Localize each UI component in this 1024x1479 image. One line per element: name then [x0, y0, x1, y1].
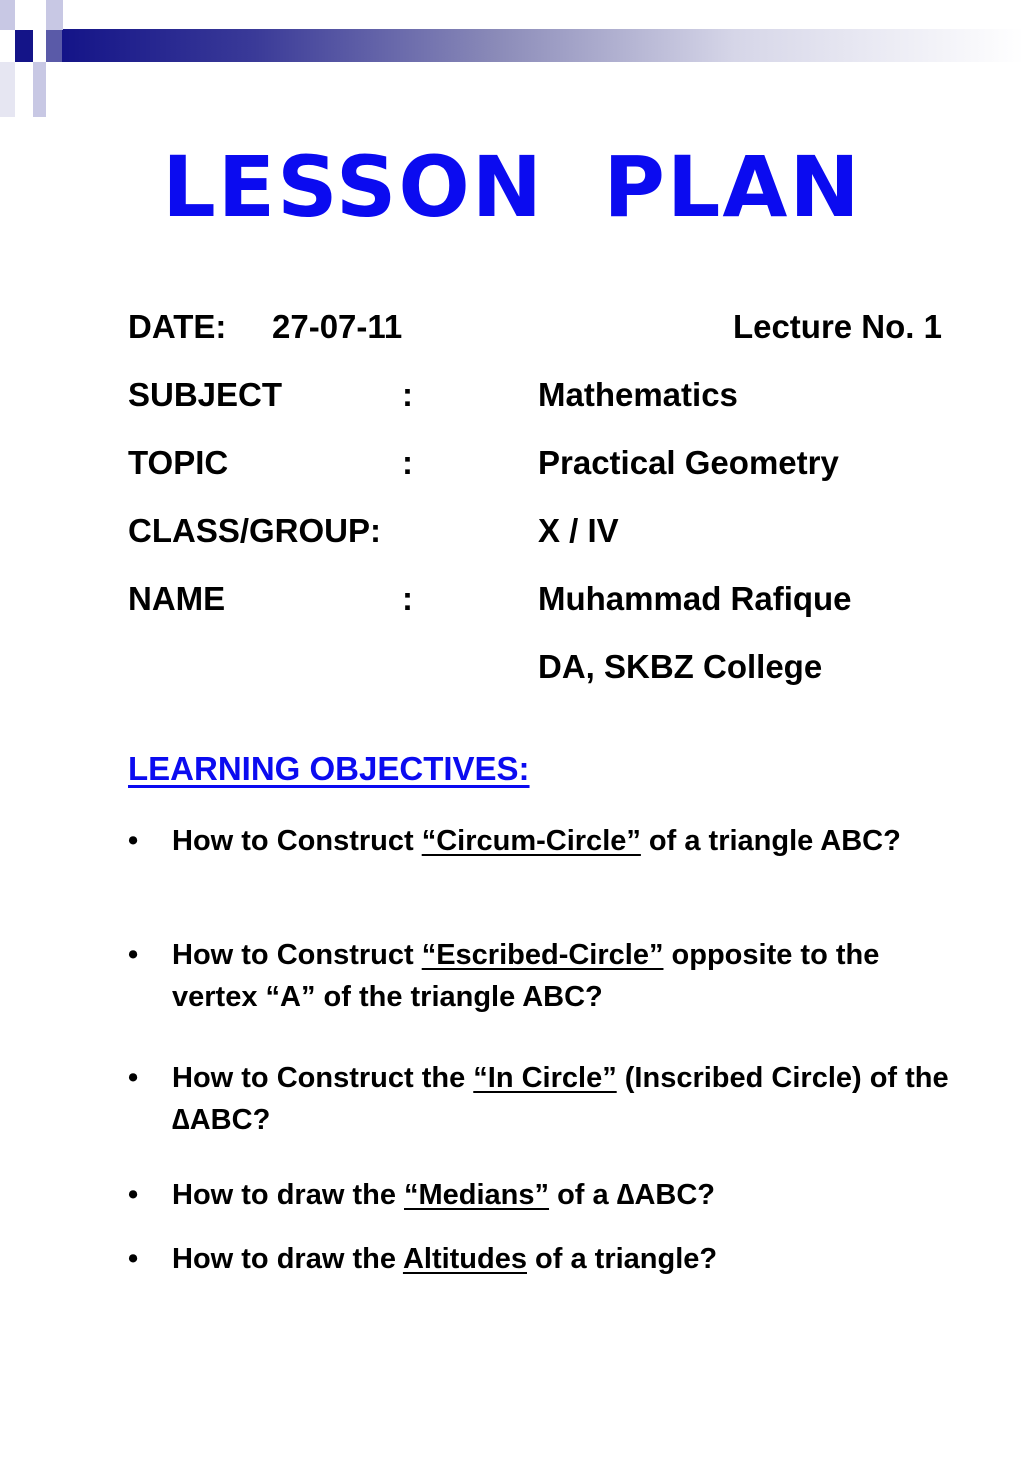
header-banner — [0, 0, 1024, 120]
name-colon: : — [402, 580, 413, 617]
objective-term: Altitudes — [402, 1243, 527, 1275]
objective-post: of a triangle ABC? — [640, 825, 901, 857]
decor-square — [15, 0, 33, 30]
date-row — [128, 308, 958, 376]
gradient-bar — [62, 29, 1024, 62]
topic-row — [128, 444, 958, 512]
name-label: NAME — [128, 580, 226, 617]
topic-label: TOPIC — [128, 444, 229, 481]
lesson-info — [128, 308, 958, 716]
list-item — [128, 1238, 958, 1280]
objective-text — [172, 934, 958, 1018]
objective-text — [172, 1238, 958, 1280]
bullet: • — [128, 1179, 139, 1211]
list-item — [128, 820, 958, 862]
decor-square — [46, 0, 63, 30]
bullet: • — [128, 939, 139, 971]
objective-text — [172, 820, 958, 862]
name-row-continued — [128, 648, 958, 716]
class-value: X / IV — [538, 512, 619, 549]
bullet: • — [128, 825, 139, 857]
decor-square — [0, 0, 15, 30]
objective-text — [172, 1174, 958, 1216]
class-label: CLASS/GROUP: — [128, 512, 382, 549]
objective-pre: How to Construct — [172, 825, 422, 857]
objective-pre: How to Construct — [172, 939, 422, 971]
subject-value: Mathematics — [538, 376, 738, 413]
objective-pre: How to Construct the — [172, 1062, 474, 1094]
name-value-college: DA, SKBZ College — [538, 648, 823, 685]
decor-square — [15, 30, 33, 62]
name-row — [128, 580, 958, 648]
date-label: DATE: — [128, 308, 227, 345]
decor-square — [33, 62, 46, 117]
topic-value: Practical Geometry — [538, 444, 839, 481]
objective-term: “Escribed-Circle” — [421, 939, 664, 971]
objective-term: “Circum-Circle” — [421, 825, 641, 857]
list-item — [128, 934, 958, 1018]
objectives-heading: LEARNING OBJECTIVES: — [128, 750, 530, 787]
date-value: 27-07-11 — [272, 308, 403, 345]
objective-pre: How to draw the — [172, 1179, 404, 1211]
lecture-number: Lecture No. 1 — [732, 308, 942, 345]
class-row — [128, 512, 958, 580]
bullet: • — [128, 1243, 139, 1275]
subject-row — [128, 376, 958, 444]
subject-colon: : — [402, 376, 413, 413]
list-item — [128, 1057, 958, 1141]
bullet: • — [128, 1062, 139, 1094]
topic-colon: : — [402, 444, 413, 481]
objective-term: “Medians” — [404, 1179, 550, 1211]
objective-post: (Inscribed Circle) of the ∆ABC? — [172, 1062, 949, 1136]
list-item — [128, 1174, 958, 1216]
decor-square — [46, 30, 62, 62]
page-title: LESSON PLAN — [162, 138, 862, 236]
objective-post: of a triangle? — [527, 1243, 718, 1275]
objective-post: opposite to the vertex “A” of the triangle ABC? — [172, 939, 880, 1013]
objective-post: of a ∆ABC? — [549, 1179, 715, 1211]
objective-pre: How to draw the — [172, 1243, 403, 1275]
name-value: Muhammad Rafique — [538, 580, 852, 617]
decor-square — [0, 62, 15, 117]
objective-term: “In Circle” — [473, 1062, 617, 1094]
subject-label: SUBJECT — [128, 376, 283, 413]
objective-text — [172, 1057, 958, 1141]
